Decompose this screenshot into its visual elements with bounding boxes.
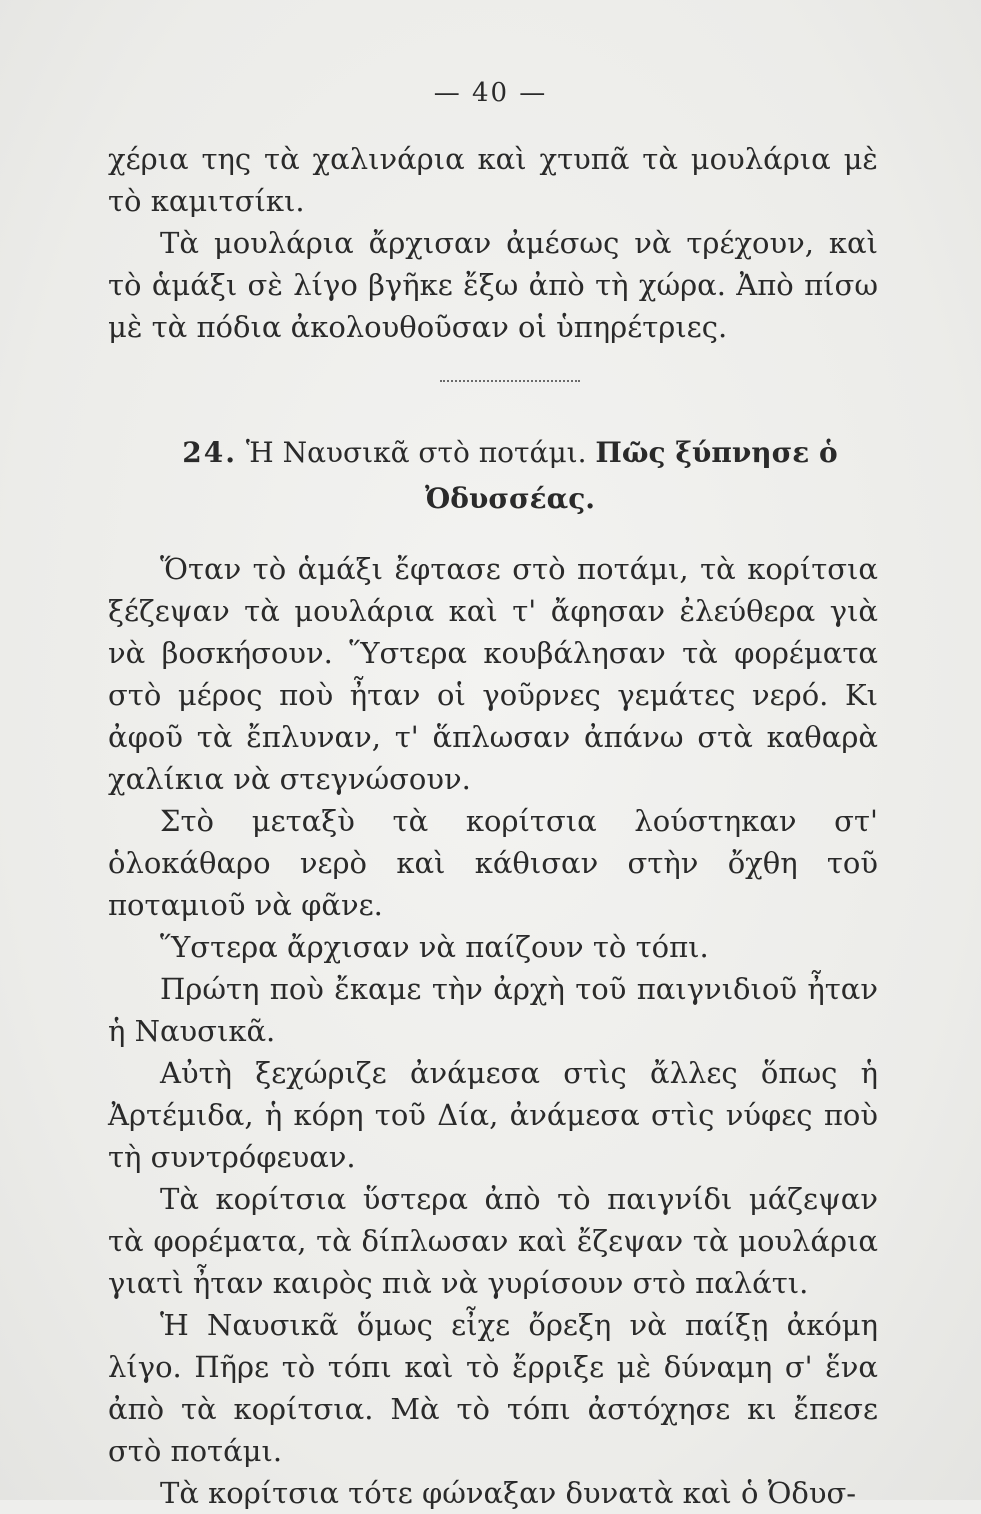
paragraph: Τὰ κορίτσια τότε φώναξαν δυνατὰ καὶ ὁ Ὀδυσ-: [160, 1476, 857, 1510]
paragraph: Ὅταν τὸ ἁμάξι ἔφτασε στὸ ποτάμι, τὰ κορίτσια ξέζεψαν τὰ μουλάρια καὶ τ' ἄφησαν ἐλεύθερα γιὰ νὰ βοσκήσουν. Ὕστερα κουβάλησαν τὰ φορέματα στὸ μέρος ποὺ ἦταν οἱ γοῦρνες γεμάτες νερό. Κι ἀφοῦ τὰ ἔπλυναν, τ' ἅπλωσαν ἀπάνω στὰ καθαρὰ χαλίκια νὰ στεγνώσουν.: [108, 552, 878, 796]
paragraph: Τὰ μουλάρια ἄρχισαν ἀμέσως νὰ τρέχουν, καὶ τὸ ἁμάξι σὲ λίγο βγῆκε ἔξω ἀπὸ τὴ χώρα. Ἀπὸ πίσω μὲ τὰ πόδια ἀκολουθοῦσαν οἱ ὑπηρέτριες.: [108, 226, 878, 344]
page-number: — 40 —: [433, 78, 548, 108]
paragraph: Πρώτη ποὺ ἔκαμε τὴν ἀρχὴ τοῦ παιγνιδιοῦ ἦταν ἡ Ναυσικᾶ.: [108, 972, 878, 1048]
section-title-part1: Ἡ Ναυσικᾶ στὸ ποτάμι.: [245, 436, 587, 469]
paragraph: Ἡ Ναυσικᾶ ὅμως εἶχε ὄρεξη νὰ παίξῃ ἀκόμη λίγο. Πῆρε τὸ τόπι καὶ τὸ ἔρριξε μὲ δύναμη σ' ἕνα ἀπὸ τὰ κορίτσια. Μὰ τὸ τόπι ἀστόχησε κι ἔπεσε στὸ ποτάμι.: [108, 1308, 878, 1468]
section-number: 24.: [182, 436, 237, 469]
section-title-part2: Πῶς ξύπνησε ὁ Ὀδυσσέας.: [425, 436, 838, 515]
paragraph: Αὐτὴ ξεχώριζε ἀνάμεσα στὶς ἄλλες ὅπως ἡ Ἀρτέμιδα, ἡ κόρη τοῦ Δία, ἀνάμεσα στὶς νύφες ποὺ τὴ συντρόφευαν.: [108, 1056, 878, 1174]
paragraph: Τὰ κορίτσια ὕστερα ἀπὸ τὸ παιγνίδι μάζεψαν τὰ φορέματα, τὰ δίπλωσαν καὶ ἔζεψαν τὰ μουλάρια γιατὶ ἦταν καιρὸς πιὰ νὰ γυρίσουν στὸ παλάτι.: [108, 1182, 878, 1300]
top-text-block: [108, 138, 878, 348]
paragraph: χέρια της τὰ χαλινάρια καὶ χτυπᾶ τὰ μουλάρια μὲ τὸ καμιτσίκι.: [108, 142, 878, 218]
section-heading: [140, 430, 880, 522]
paragraph: Ὕστερα ἄρχισαν νὰ παίζουν τὸ τόπι.: [160, 930, 709, 964]
main-text-block: [108, 548, 878, 1514]
section-separator: [440, 380, 580, 382]
paragraph: Στὸ μεταξὺ τὰ κορίτσια λούστηκαν στ' ὁλοκάθαρο νερὸ καὶ κάθισαν στὴν ὄχθη τοῦ ποταμιοῦ νὰ φᾶνε.: [108, 804, 878, 922]
